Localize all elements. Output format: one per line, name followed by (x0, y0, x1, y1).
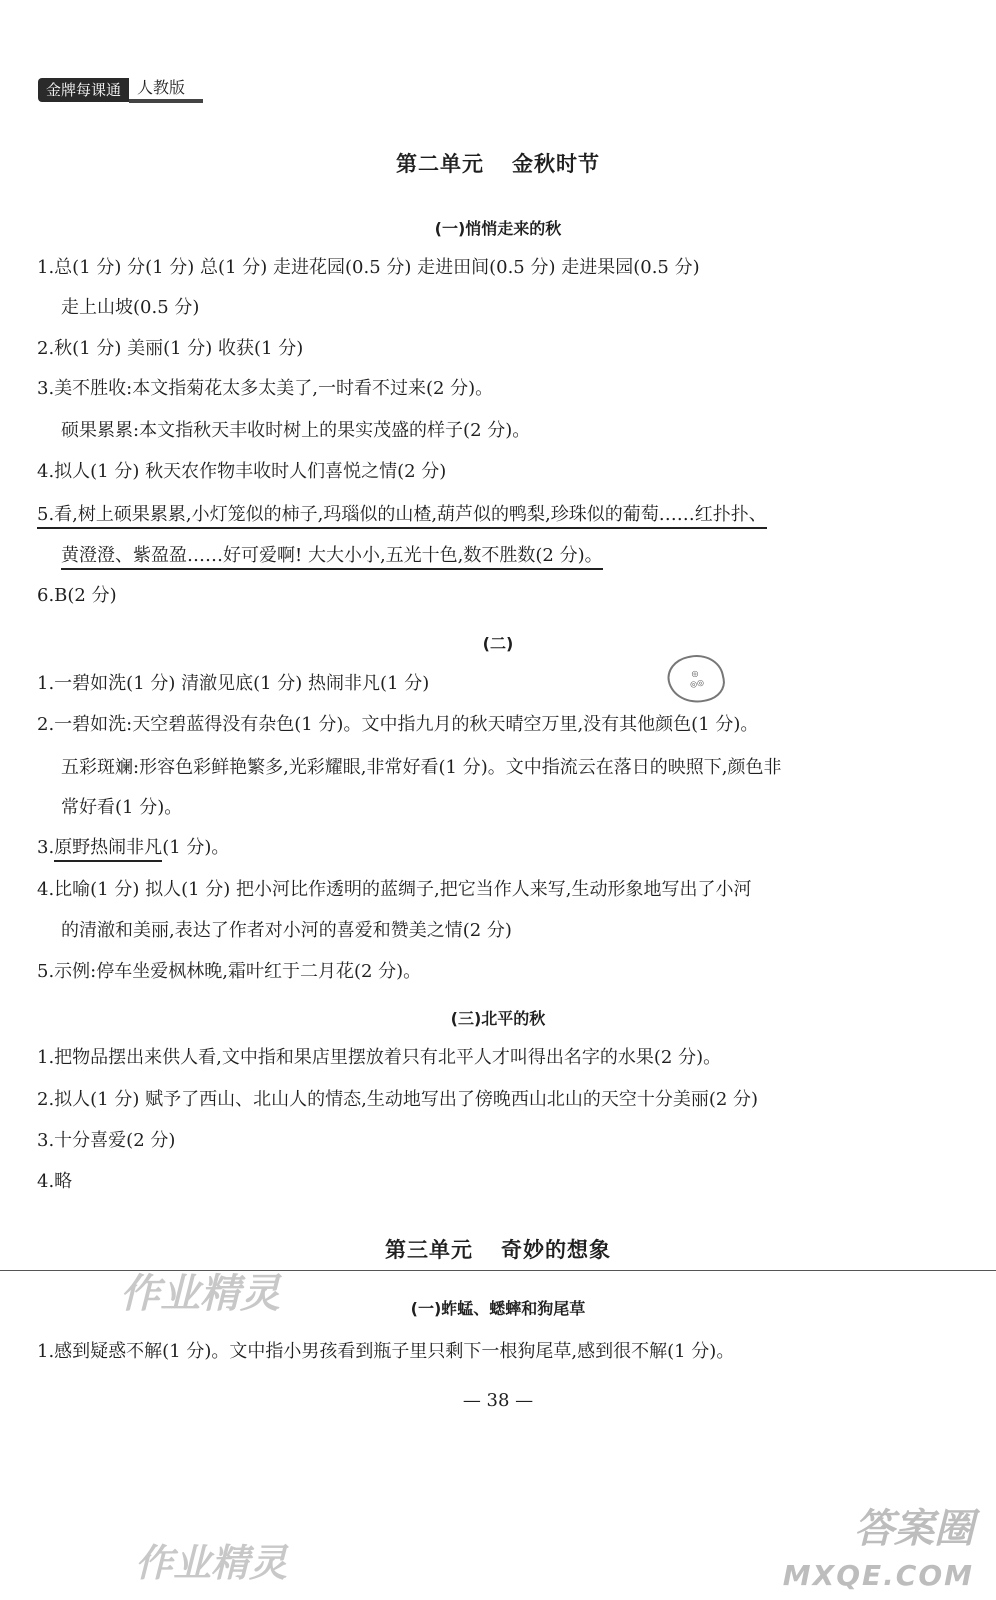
unit-2-name: 金秋时节 (512, 152, 600, 176)
answer-line: 的清澈和美丽,表达了作者对小河的喜爱和赞美之情(2 分) (61, 920, 512, 941)
section-title: (一)悄悄走来的秋 (434, 219, 562, 238)
answer-line: 4.略 (37, 1171, 73, 1192)
answer-line: 走上山坡(0.5 分) (61, 297, 200, 318)
site-url-watermark: MXQE.COM (782, 1559, 974, 1592)
answer-line: 1.把物品摆出来供人看,文中指和果店里摆放着只有北平人才叫得出名字的水果(2 分)。 (37, 1047, 722, 1068)
site-watermark: 答案圈 (854, 1506, 974, 1552)
answer-line: 1.一碧如洗(1 分) 清澈见底(1 分) 热闹非凡(1 分) (37, 673, 430, 694)
answer-line: 2.秋(1 分) 美丽(1 分) 收获(1 分) (37, 338, 304, 359)
answer-line: 常好看(1 分)。 (61, 797, 183, 818)
brand-label: 金牌每课通 (38, 78, 129, 102)
answer-line: 4.比喻(1 分) 拟人(1 分) 把小河比作透明的蓝绸子,把它当作人来写,生动形象地写出了小河 (37, 879, 752, 900)
section-title: (三)北平的秋 (450, 1009, 546, 1028)
answer-line: 5.示例:停车坐爱枫林晚,霜叶红于二月花(2 分)。 (37, 961, 422, 982)
underlined-text: 原野热闹非凡 (54, 837, 162, 862)
answer-line: 五彩斑斓:形容色彩鲜艳繁多,光彩耀眼,非常好看(1 分)。文中指流云在落日的映照下,颜色非 (61, 757, 782, 778)
unit-2-number: 第二单元 (396, 152, 484, 176)
section-title: (二) (482, 634, 514, 653)
watermark: 作业精灵 (135, 1541, 288, 1585)
score-text: (1 分)。 (162, 837, 230, 858)
answer-line: 1.感到疑惑不解(1 分)。文中指小男孩看到瓶子里只剩下一根狗尾草,感到很不解(1 分)。 (37, 1341, 735, 1362)
unit-3-name: 奇妙的想象 (501, 1238, 611, 1262)
answer-line: 2.一碧如洗:天空碧蓝得没有杂色(1 分)。文中指九月的秋天晴空万里,没有其他颜色(1 分)。 (37, 714, 759, 735)
answer-line (37, 503, 957, 527)
item-number: 3. (37, 837, 55, 858)
page-number: — 38 — (462, 1390, 534, 1411)
answer-line: 硕果累累:本文指秋天丰收时树上的果实茂盛的样子(2 分)。 (61, 420, 531, 441)
unit-3-title (0, 1234, 996, 1264)
unit-3-number: 第三单元 (385, 1238, 473, 1262)
watermark: 作业精灵 (120, 1271, 280, 1317)
edition-label: 人教版 (129, 77, 203, 103)
answer-line: 3.十分喜爱(2 分) (37, 1130, 176, 1151)
underlined-text: 5.看,树上硕果累累,小灯笼似的柿子,玛瑙似的山楂,葫芦似的鸭梨,珍珠似的葡萄……红扑扑、 (37, 504, 767, 529)
answer-line: 3.美不胜收:本文指菊花太多太美了,一时看不过来(2 分)。 (37, 378, 494, 399)
stamp-seal: ◎ ◎◎ (664, 650, 729, 709)
header-tag (38, 78, 203, 102)
unit-2-title (0, 148, 996, 178)
answer-line: 1.总(1 分) 分(1 分) 总(1 分) 走进花园(0.5 分) 走进田间(0.5 分) 走进果园(0.5 分) (37, 257, 700, 278)
answer-line (37, 836, 957, 860)
underlined-text: 黄澄澄、紫盈盈……好可爱啊! 大大小小,五光十色,数不胜数(2 分)。 (61, 545, 603, 570)
answer-line: 6.B(2 分) (37, 585, 117, 606)
section-title: (一)蚱蜢、蟋蟀和狗尾草 (410, 1299, 586, 1318)
answer-line: 2.拟人(1 分) 赋予了西山、北山人的情态,生动地写出了傍晚西山北山的天空十分美丽(2 分) (37, 1089, 759, 1110)
answer-line (61, 544, 981, 568)
answer-line: 4.拟人(1 分) 秋天农作物丰收时人们喜悦之情(2 分) (37, 461, 447, 482)
